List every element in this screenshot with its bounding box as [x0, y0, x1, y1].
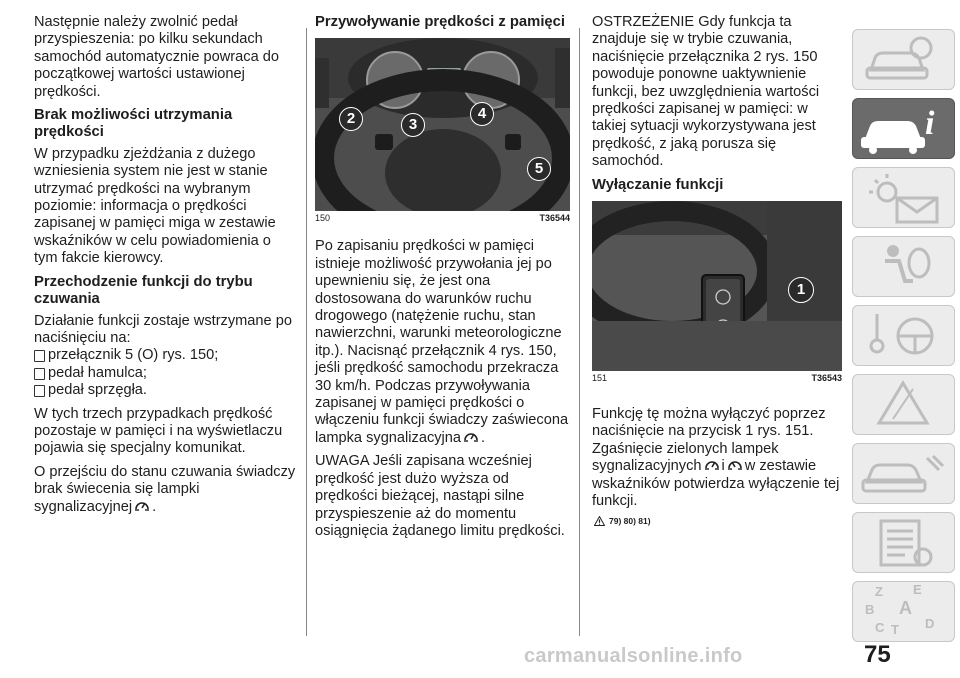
callout-3: 3 — [401, 113, 425, 137]
paragraph-recall: Po zapisaniu prędkości w pamięci istnieje możliwość przywołania jej po upewnieniu się, że jest ona dostosowana do warunków ruchu drogowego (natężenie ruchu, stan nawierzchni, warunki meteorologiczne itp.). Nacisnąć przełącznik 4 rys. 150, jeśli prędkość samochodu przekracza 30 km/h. Podczas przywoływania zapisanej w pamięci prędkości o włączeniu funkcji świadczy zaświecona lampka sygnalizacyjna . — [315, 238, 569, 446]
section-tabs — [852, 0, 960, 678]
heading-speed-recall: Przywoływanie prędkości z pamięci — [315, 14, 566, 30]
alphabetical-index-icon: Z E B A C T D — [865, 582, 935, 637]
paragraph-memory-kept: W tych trzech przypadkach prędkość pozostaje w pamięci i na wyświetlaczu pojawia się specjalny komunikat. — [34, 405, 283, 457]
tab-warning-lights[interactable] — [852, 167, 955, 228]
paragraph-warning-standby: OSTRZEŻENIE Gdy funkcja ta znajduje się w trybie czuwania, naciśnięcie przełącznika 2 rys. 150 powoduje ponowne uaktywnienie funkcji, bez uwzględnienia wartości prędkości zapisanej w pamięci: w takiej sytuacji wykorzystywana jest prędkość, z jaką porusza się samochód. — [592, 14, 820, 170]
figure-150-caption — [315, 213, 570, 224]
callout-5: 5 — [527, 157, 551, 181]
paragraph-suspend: Działanie funkcji zostaje wstrzymane po naciśnięciu na: — [34, 312, 292, 346]
car-maintenance-icon — [853, 444, 953, 502]
column-1 — [34, 14, 296, 522]
cruise-control-lamp-icon — [463, 430, 479, 443]
watermark: carmanualsonline.info — [524, 645, 743, 667]
callout-2: 2 — [339, 107, 363, 131]
figure-150-steering-wheel-photo — [315, 38, 570, 211]
tab-index[interactable] — [852, 581, 955, 642]
car-info-icon — [853, 99, 953, 157]
page-number: 75 — [864, 641, 891, 668]
speed-limiter-lamp-icon — [727, 458, 743, 471]
warning-triangle-icon — [594, 516, 605, 526]
suspend-conditions-list — [34, 347, 296, 399]
airbag-safety-icon — [853, 237, 953, 295]
figure-number: 151 — [592, 373, 608, 384]
list-item: pedał hamulca; — [34, 365, 296, 382]
tab-car-info[interactable] — [852, 98, 955, 159]
warning-references: 79) 80) 81) — [592, 513, 842, 530]
heading-speed-not-maintained: Brak możliwości utrzymania prędkości — [34, 107, 233, 141]
key-steering-wheel-icon — [853, 306, 953, 364]
column-divider — [579, 28, 580, 636]
paragraph-standby-lamp: O przejściu do stanu czuwania świadczy brak świecenia się lampki sygnalizacyjnej . — [34, 463, 296, 515]
intro-paragraph: Następnie należy zwolnić pedał przyspieszenia: po kilku sekundach samochód automatycznie powraca do początkowej wartości ustawionej prędkości. — [34, 14, 279, 100]
figure-151-caption — [592, 373, 842, 384]
tab-emergency[interactable] — [852, 374, 955, 435]
tab-safety[interactable] — [852, 236, 955, 297]
figure-number: 150 — [315, 213, 331, 224]
column-2 — [315, 14, 570, 546]
callout-4: 4 — [470, 102, 494, 126]
cruise-control-lamp-icon — [704, 458, 720, 471]
paragraph-downhill: W przypadku zjeżdżania z dużego wzniesienia system nie jest w stanie utrzymać prędkości na wybranym poziomie: informacja o prędkości zapisanej w pamięci miga w zestawie wskaźników w celu powiadomienia o tym fakcie kierowcy. — [34, 145, 276, 267]
list-item: przełącznik 5 (O) rys. 150; — [34, 347, 296, 364]
warning-triangle-icon — [853, 375, 953, 433]
column-3 — [592, 14, 842, 530]
figure-151-dashboard-switch-photo — [592, 201, 842, 371]
tab-car-dashboard[interactable] — [852, 29, 955, 90]
warning-light-message-icon — [853, 168, 953, 226]
tab-maintenance[interactable] — [852, 443, 955, 504]
figure-code: T36544 — [539, 213, 570, 224]
cruise-control-lamp-icon — [134, 499, 150, 512]
car-dashboard-icon — [853, 30, 953, 88]
specifications-list-icon — [853, 513, 953, 571]
figure-code: T36543 — [811, 373, 842, 384]
callout-1: 1 — [788, 277, 814, 303]
info-label: i — [925, 105, 935, 142]
column-divider — [306, 28, 307, 636]
heading-standby-mode: Przechodzenie funkcji do trybu czuwania — [34, 273, 253, 308]
tab-starting-driving[interactable] — [852, 305, 955, 366]
paragraph-note-acceleration: UWAGA Jeśli zapisana wcześniej prędkość jest dużo wyższa od prędkości bieżącej, nastąpi silne przyspieszenie aż do momentu osiągnięcia żądanego limitu prędkości. — [315, 453, 565, 539]
tab-technical-data[interactable] — [852, 512, 955, 573]
paragraph-switch-off: Funkcję tę można wyłączyć poprzez naciśnięcie na przycisk 1 rys. 151. Zgaśnięcie zielonych lampek sygnalizacyjnych i w zestawie wskaźników potwierdza wyłączenie tej funkcji. — [592, 406, 840, 510]
heading-switch-off: Wyłączanie funkcji — [592, 176, 724, 193]
list-item: pedał sprzęgła. — [34, 382, 296, 399]
